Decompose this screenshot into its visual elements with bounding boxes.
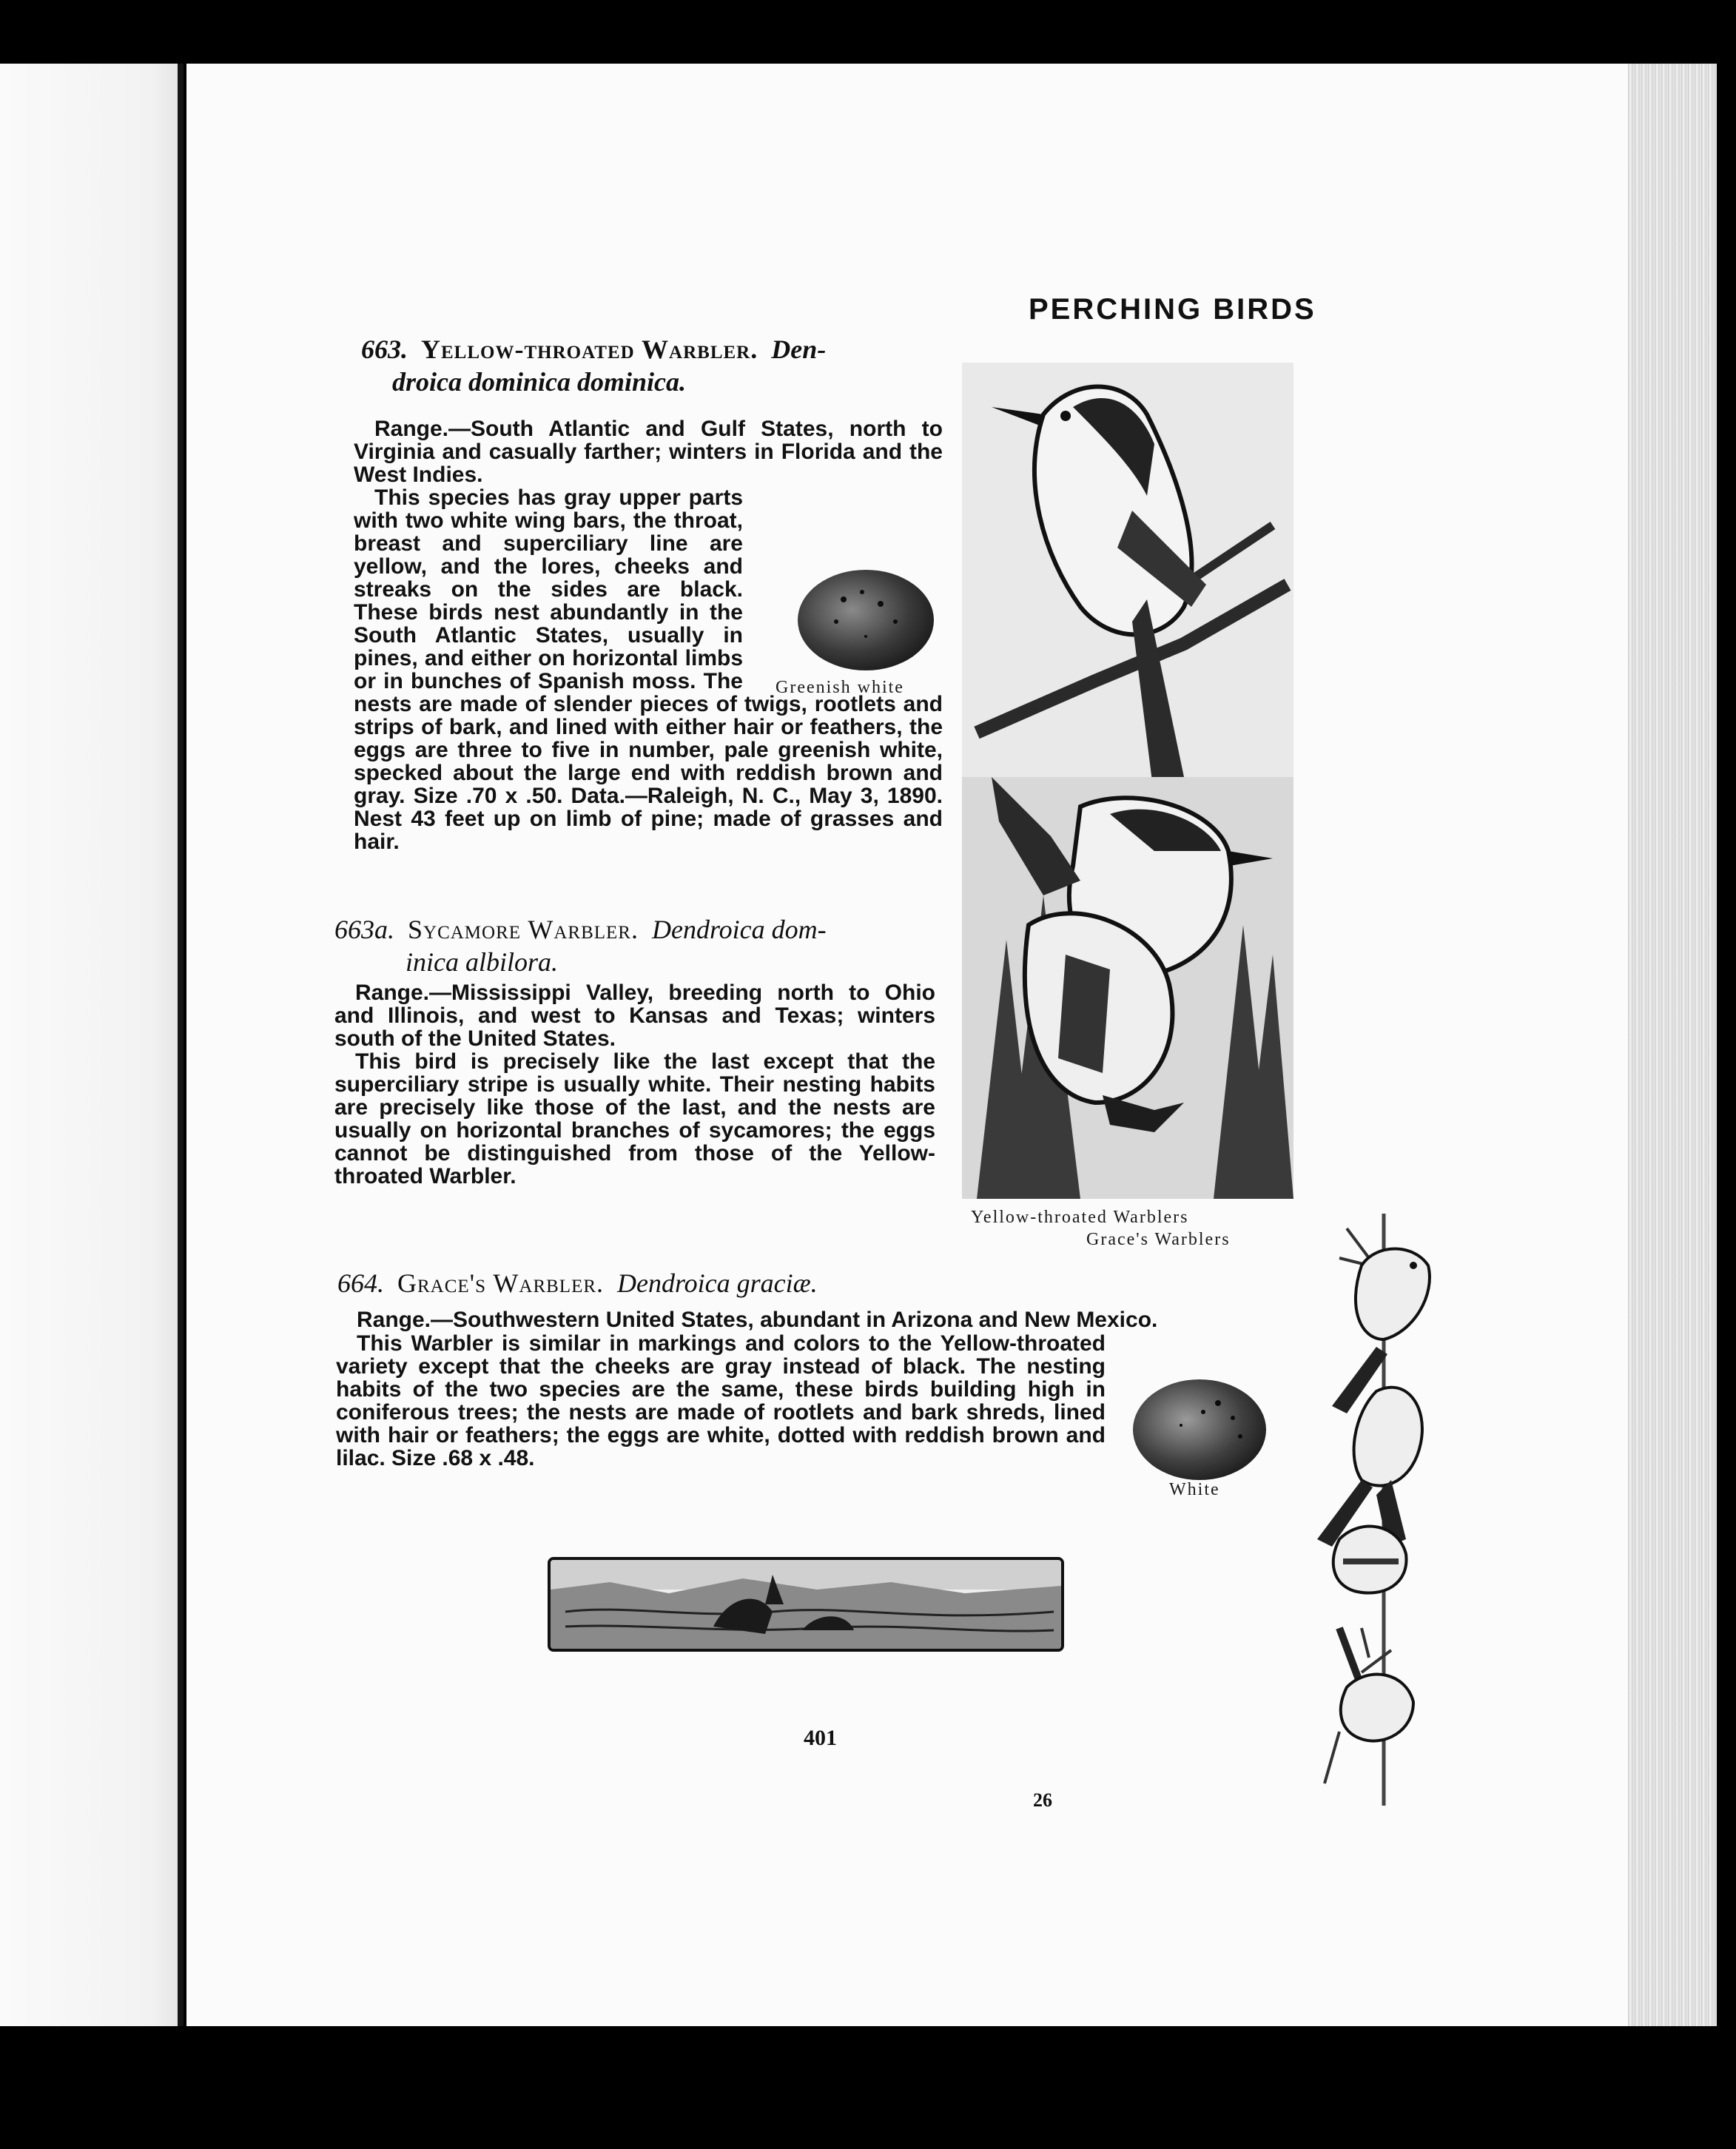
running-head: PERCHING BIRDS <box>1029 293 1316 326</box>
entry-number: 664. <box>337 1268 384 1298</box>
entry-number: 663. <box>361 334 408 364</box>
paragraph: This species has gray upper parts with two white wing bars, the throat, breast and superciliary line are yellow, and the lores, cheeks and streaks on the sides are black. These birds nest abundantly in the South Atlantic States, usually in pines, and either on horizontal limbs or in bunches of Spanish moss. The nests are made of slender pieces of twigs, rootlets and strips of bark, and lined with either hair or feathers, the eggs are three to five in number, pale greenish white, specked about the large end with reddish brown and gray. Size .70 x .50. Data.—Raleigh, N. C., May 3, 1890. Nest 43 feet up on limb of pine; made of grasses and hair. <box>354 485 943 854</box>
latin-name: Den- <box>771 334 827 364</box>
entry-663-heading <box>361 333 923 398</box>
entry-663a-heading <box>334 913 941 978</box>
entry-664-heading <box>337 1267 1003 1299</box>
latin-name: inica albilora. <box>406 947 558 977</box>
egg-caption: Greenish white <box>776 678 904 697</box>
egg-illustration <box>1129 1373 1270 1484</box>
graces-warblers-illustration <box>1317 1214 1450 1806</box>
common-name: Yellow-throated Warbler. <box>421 334 758 364</box>
entry-664-text-cont <box>336 1332 1106 1470</box>
paragraph: This bird is precisely like the last except that the superciliary stripe is usually white. Their nesting habits are precisely like those of the last, and the nests are usually on horizontal branches of sycamores; the eggs cannot be distinguished from those of the Yellow-throated Warbler. <box>334 1049 935 1188</box>
paragraph: Range.—Mississippi Valley, breeding north to Ohio and Illinois, and west to Kansas and Texas; winters south of the United States. <box>334 981 935 1051</box>
latin-name: droica dominica dominica. <box>392 367 687 397</box>
signature-mark: 26 <box>1033 1789 1052 1811</box>
entry-664-text <box>336 1308 1291 1331</box>
tailpiece-vignette <box>548 1557 1064 1652</box>
page-number: 401 <box>804 1726 837 1750</box>
plate-caption: Yellow-throated Warblers <box>971 1208 1189 1227</box>
egg-illustration <box>792 562 940 673</box>
common-name: Grace's Warbler. <box>397 1268 605 1298</box>
paragraph: Range.—Southwestern United States, abundant in Arizona and New Mexico. <box>357 1308 1158 1332</box>
paragraph: Range.—South Atlantic and Gulf States, north to Virginia and casually farther; winters in Florida and the West Indies. <box>354 417 943 487</box>
common-name: Sycamore Warbler. <box>408 915 639 944</box>
warbler-upper <box>977 387 1288 800</box>
page-edge <box>1628 64 1717 2026</box>
paragraph: This Warbler is similar in markings and colors to the Yellow-throated variety except that the cheeks are gray instead of black. The nesting habits of the two species are the same, these birds building high in coniferous trees; the nests are made of rootlets and bark shreds, lined with hair or feathers; the eggs are white, dotted with reddish brown and lilac. Size .68 x .48. <box>336 1331 1106 1470</box>
plate-caption: Grace's Warblers <box>1086 1230 1231 1249</box>
egg-caption: White <box>1169 1480 1220 1499</box>
entry-663a-text <box>334 981 935 1188</box>
entry-number: 663a. <box>334 915 394 944</box>
latin-name: Dendroica graciæ. <box>617 1268 818 1298</box>
warbler-plate <box>962 363 1293 1199</box>
latin-name: Dendroica dom- <box>651 915 827 944</box>
left-page <box>0 64 184 2026</box>
